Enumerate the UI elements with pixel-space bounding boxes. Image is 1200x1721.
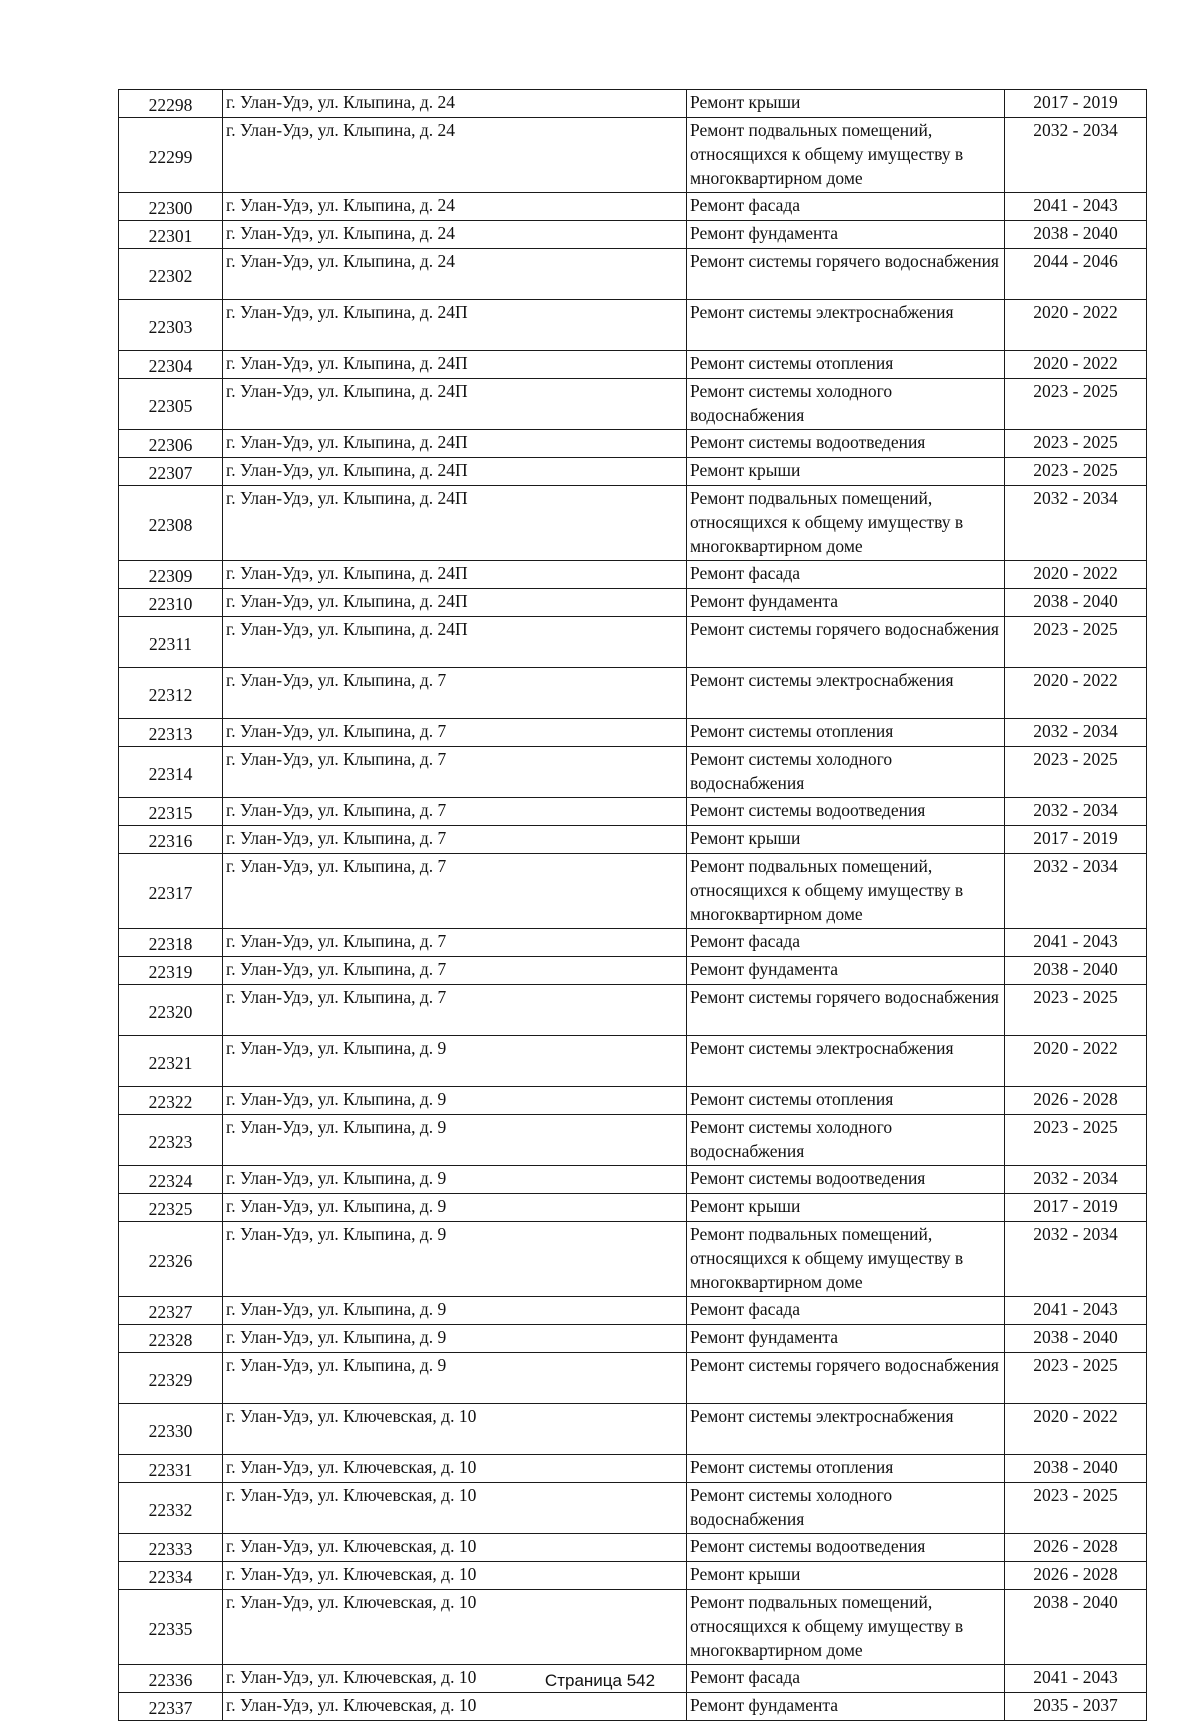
- row-period: 2032 - 2034: [1005, 854, 1147, 929]
- row-number: 22313: [119, 719, 223, 747]
- row-work-type: Ремонт системы холодного водоснабжения: [687, 1115, 1005, 1166]
- row-period: 2017 - 2019: [1005, 90, 1147, 118]
- row-address: г. Улан-Удэ, ул. Клыпина, д. 24П: [223, 458, 687, 486]
- row-period: 2032 - 2034: [1005, 486, 1147, 561]
- table-row: [119, 1036, 1147, 1087]
- row-period: 2020 - 2022: [1005, 351, 1147, 379]
- row-number: 22332: [119, 1483, 223, 1534]
- row-address: г. Улан-Удэ, ул. Клыпина, д. 24: [223, 249, 687, 300]
- row-address: г. Улан-Удэ, ул. Клыпина, д. 7: [223, 929, 687, 957]
- table-row: [119, 1115, 1147, 1166]
- table-row: [119, 1297, 1147, 1325]
- row-period: 2020 - 2022: [1005, 1036, 1147, 1087]
- row-number: 22310: [119, 589, 223, 617]
- row-work-type: Ремонт системы водоотведения: [687, 798, 1005, 826]
- row-address: г. Улан-Удэ, ул. Клыпина, д. 9: [223, 1036, 687, 1087]
- row-work-type: Ремонт системы горячего водоснабжения: [687, 617, 1005, 668]
- row-period: 2041 - 2043: [1005, 1665, 1147, 1693]
- row-address: г. Улан-Удэ, ул. Клыпина, д. 9: [223, 1222, 687, 1297]
- row-period: 2041 - 2043: [1005, 929, 1147, 957]
- row-period: 2032 - 2034: [1005, 798, 1147, 826]
- row-work-type: Ремонт фундамента: [687, 589, 1005, 617]
- table-row: [119, 1534, 1147, 1562]
- row-number: 22334: [119, 1562, 223, 1590]
- row-period: 2032 - 2034: [1005, 719, 1147, 747]
- row-period: 2026 - 2028: [1005, 1562, 1147, 1590]
- row-address: г. Улан-Удэ, ул. Ключевская, д. 10: [223, 1455, 687, 1483]
- row-period: 2023 - 2025: [1005, 1483, 1147, 1534]
- table-row: [119, 1222, 1147, 1297]
- row-work-type: Ремонт системы электроснабжения: [687, 300, 1005, 351]
- row-number: 22315: [119, 798, 223, 826]
- row-number: 22307: [119, 458, 223, 486]
- row-address: г. Улан-Удэ, ул. Клыпина, д. 7: [223, 957, 687, 985]
- row-period: 2017 - 2019: [1005, 1194, 1147, 1222]
- table-row: [119, 221, 1147, 249]
- table-row: [119, 458, 1147, 486]
- table-row: [119, 249, 1147, 300]
- row-address: г. Улан-Удэ, ул. Клыпина, д. 24П: [223, 617, 687, 668]
- row-period: 2026 - 2028: [1005, 1534, 1147, 1562]
- row-period: 2020 - 2022: [1005, 300, 1147, 351]
- row-period: 2023 - 2025: [1005, 430, 1147, 458]
- row-address: г. Улан-Удэ, ул. Ключевская, д. 10: [223, 1534, 687, 1562]
- page-number: Страница 542: [544, 1671, 656, 1690]
- table-row: [119, 985, 1147, 1036]
- table-row: [119, 351, 1147, 379]
- row-number: 22328: [119, 1325, 223, 1353]
- row-period: 2023 - 2025: [1005, 1115, 1147, 1166]
- table-row: [119, 118, 1147, 193]
- row-address: г. Улан-Удэ, ул. Клыпина, д. 7: [223, 747, 687, 798]
- row-address: г. Улан-Удэ, ул. Клыпина, д. 9: [223, 1115, 687, 1166]
- row-work-type: Ремонт фундамента: [687, 1693, 1005, 1721]
- row-number: 22320: [119, 985, 223, 1036]
- row-work-type: Ремонт системы водоотведения: [687, 1534, 1005, 1562]
- row-number: 22327: [119, 1297, 223, 1325]
- table-row: [119, 957, 1147, 985]
- table-row: [119, 561, 1147, 589]
- row-work-type: Ремонт системы отопления: [687, 1087, 1005, 1115]
- row-number: 22302: [119, 249, 223, 300]
- row-work-type: Ремонт подвальных помещений, относящихся к общему имуществу в многоквартирном доме: [687, 486, 1005, 561]
- row-work-type: Ремонт подвальных помещений, относящихся к общему имуществу в многоквартирном доме: [687, 854, 1005, 929]
- row-number: 22301: [119, 221, 223, 249]
- row-address: г. Улан-Удэ, ул. Клыпина, д. 9: [223, 1194, 687, 1222]
- table-row: [119, 300, 1147, 351]
- row-work-type: Ремонт фундамента: [687, 1325, 1005, 1353]
- row-number: 22329: [119, 1353, 223, 1404]
- row-number: 22309: [119, 561, 223, 589]
- row-number: 22326: [119, 1222, 223, 1297]
- row-number: 22304: [119, 351, 223, 379]
- row-address: г. Улан-Удэ, ул. Клыпина, д. 24П: [223, 486, 687, 561]
- table-row: [119, 1590, 1147, 1665]
- table-row: [119, 798, 1147, 826]
- row-number: 22336: [119, 1665, 223, 1693]
- row-address: г. Улан-Удэ, ул. Клыпина, д. 9: [223, 1325, 687, 1353]
- row-work-type: Ремонт подвальных помещений, относящихся к общему имуществу в многоквартирном доме: [687, 1590, 1005, 1665]
- row-work-type: Ремонт фасада: [687, 561, 1005, 589]
- row-period: 2032 - 2034: [1005, 1222, 1147, 1297]
- row-work-type: Ремонт системы горячего водоснабжения: [687, 1353, 1005, 1404]
- table-row: [119, 486, 1147, 561]
- table-row: [119, 1166, 1147, 1194]
- table-row: [119, 589, 1147, 617]
- row-period: 2038 - 2040: [1005, 1590, 1147, 1665]
- table-row: [119, 193, 1147, 221]
- table-row: [119, 379, 1147, 430]
- table-row: [119, 854, 1147, 929]
- row-work-type: Ремонт фундамента: [687, 957, 1005, 985]
- row-period: 2038 - 2040: [1005, 1455, 1147, 1483]
- row-number: 22322: [119, 1087, 223, 1115]
- row-period: 2023 - 2025: [1005, 985, 1147, 1036]
- row-address: г. Улан-Удэ, ул. Клыпина, д. 24П: [223, 589, 687, 617]
- row-period: 2017 - 2019: [1005, 826, 1147, 854]
- row-address: г. Улан-Удэ, ул. Клыпина, д. 24: [223, 193, 687, 221]
- row-address: г. Улан-Удэ, ул. Ключевская, д. 10: [223, 1404, 687, 1455]
- row-work-type: Ремонт системы электроснабжения: [687, 668, 1005, 719]
- row-address: г. Улан-Удэ, ул. Клыпина, д. 7: [223, 985, 687, 1036]
- row-period: 2038 - 2040: [1005, 957, 1147, 985]
- row-period: 2032 - 2034: [1005, 118, 1147, 193]
- row-period: 2038 - 2040: [1005, 221, 1147, 249]
- row-number: 22318: [119, 929, 223, 957]
- row-period: 2026 - 2028: [1005, 1087, 1147, 1115]
- row-work-type: Ремонт системы отопления: [687, 1455, 1005, 1483]
- row-address: г. Улан-Удэ, ул. Ключевская, д. 10: [223, 1562, 687, 1590]
- row-number: 22305: [119, 379, 223, 430]
- row-number: 22312: [119, 668, 223, 719]
- row-address: г. Улан-Удэ, ул. Клыпина, д. 24П: [223, 561, 687, 589]
- row-period: 2038 - 2040: [1005, 589, 1147, 617]
- row-address: г. Улан-Удэ, ул. Ключевская, д. 10: [223, 1590, 687, 1665]
- table-row: [119, 668, 1147, 719]
- row-address: г. Улан-Удэ, ул. Клыпина, д. 9: [223, 1087, 687, 1115]
- row-number: 22299: [119, 118, 223, 193]
- row-work-type: Ремонт системы электроснабжения: [687, 1036, 1005, 1087]
- row-work-type: Ремонт подвальных помещений, относящихся к общему имуществу в многоквартирном доме: [687, 118, 1005, 193]
- table-body: [119, 90, 1147, 1721]
- row-work-type: Ремонт системы горячего водоснабжения: [687, 249, 1005, 300]
- row-work-type: Ремонт системы электроснабжения: [687, 1404, 1005, 1455]
- row-address: г. Улан-Удэ, ул. Клыпина, д. 9: [223, 1353, 687, 1404]
- row-number: 22306: [119, 430, 223, 458]
- row-period: 2020 - 2022: [1005, 668, 1147, 719]
- row-work-type: Ремонт системы холодного водоснабжения: [687, 1483, 1005, 1534]
- row-number: 22314: [119, 747, 223, 798]
- row-address: г. Улан-Удэ, ул. Клыпина, д. 24: [223, 90, 687, 118]
- row-period: 2032 - 2034: [1005, 1166, 1147, 1194]
- table-row: [119, 1483, 1147, 1534]
- row-work-type: Ремонт системы отопления: [687, 351, 1005, 379]
- table-row: [119, 1087, 1147, 1115]
- row-period: 2038 - 2040: [1005, 1325, 1147, 1353]
- row-address: г. Улан-Удэ, ул. Клыпина, д. 7: [223, 826, 687, 854]
- table-row: [119, 929, 1147, 957]
- row-period: 2023 - 2025: [1005, 617, 1147, 668]
- row-work-type: Ремонт системы водоотведения: [687, 1166, 1005, 1194]
- row-number: 22325: [119, 1194, 223, 1222]
- row-address: г. Улан-Удэ, ул. Клыпина, д. 7: [223, 668, 687, 719]
- row-work-type: Ремонт крыши: [687, 1562, 1005, 1590]
- row-number: 22335: [119, 1590, 223, 1665]
- row-number: 22311: [119, 617, 223, 668]
- row-work-type: Ремонт фасада: [687, 1297, 1005, 1325]
- row-number: 22337: [119, 1693, 223, 1721]
- table-row: [119, 719, 1147, 747]
- repair-schedule-table: [118, 89, 1147, 1721]
- row-work-type: Ремонт системы холодного водоснабжения: [687, 747, 1005, 798]
- row-number: 22331: [119, 1455, 223, 1483]
- row-number: 22321: [119, 1036, 223, 1087]
- table-row: [119, 1325, 1147, 1353]
- table-row: [119, 1562, 1147, 1590]
- table-row: [119, 617, 1147, 668]
- table-row: [119, 826, 1147, 854]
- row-work-type: Ремонт системы водоотведения: [687, 430, 1005, 458]
- row-period: 2023 - 2025: [1005, 379, 1147, 430]
- row-number: 22323: [119, 1115, 223, 1166]
- row-address: г. Улан-Удэ, ул. Клыпина, д. 9: [223, 1297, 687, 1325]
- row-work-type: Ремонт крыши: [687, 90, 1005, 118]
- row-work-type: Ремонт фундамента: [687, 221, 1005, 249]
- row-work-type: Ремонт крыши: [687, 826, 1005, 854]
- row-address: г. Улан-Удэ, ул. Ключевская, д. 10: [223, 1693, 687, 1721]
- row-address: г. Улан-Удэ, ул. Ключевская, д. 10: [223, 1665, 687, 1693]
- row-number: 22333: [119, 1534, 223, 1562]
- row-number: 22319: [119, 957, 223, 985]
- row-work-type: Ремонт фасада: [687, 1665, 1005, 1693]
- row-address: г. Улан-Удэ, ул. Клыпина, д. 24: [223, 221, 687, 249]
- row-address: г. Улан-Удэ, ул. Клыпина, д. 7: [223, 854, 687, 929]
- row-period: 2023 - 2025: [1005, 747, 1147, 798]
- table-row: [119, 1455, 1147, 1483]
- row-number: 22308: [119, 486, 223, 561]
- row-address: г. Улан-Удэ, ул. Клыпина, д. 24: [223, 118, 687, 193]
- row-period: 2044 - 2046: [1005, 249, 1147, 300]
- row-work-type: Ремонт системы горячего водоснабжения: [687, 985, 1005, 1036]
- row-period: 2020 - 2022: [1005, 561, 1147, 589]
- row-address: г. Улан-Удэ, ул. Клыпина, д. 24П: [223, 351, 687, 379]
- row-period: 2035 - 2037: [1005, 1693, 1147, 1721]
- row-address: г. Улан-Удэ, ул. Клыпина, д. 24П: [223, 300, 687, 351]
- row-period: 2023 - 2025: [1005, 1353, 1147, 1404]
- row-work-type: Ремонт крыши: [687, 458, 1005, 486]
- row-address: г. Улан-Удэ, ул. Ключевская, д. 10: [223, 1483, 687, 1534]
- row-number: 22316: [119, 826, 223, 854]
- row-number: 22300: [119, 193, 223, 221]
- row-number: 22298: [119, 90, 223, 118]
- row-period: 2041 - 2043: [1005, 193, 1147, 221]
- row-address: г. Улан-Удэ, ул. Клыпина, д. 24П: [223, 379, 687, 430]
- table-row: [119, 1693, 1147, 1721]
- row-work-type: Ремонт фасада: [687, 193, 1005, 221]
- row-number: 22303: [119, 300, 223, 351]
- table-row: [119, 430, 1147, 458]
- row-work-type: Ремонт фасада: [687, 929, 1005, 957]
- row-number: 22317: [119, 854, 223, 929]
- table-row: [119, 1194, 1147, 1222]
- row-address: г. Улан-Удэ, ул. Клыпина, д. 7: [223, 798, 687, 826]
- row-work-type: Ремонт подвальных помещений, относящихся к общему имуществу в многоквартирном доме: [687, 1222, 1005, 1297]
- table-row: [119, 90, 1147, 118]
- row-work-type: Ремонт крыши: [687, 1194, 1005, 1222]
- row-period: 2020 - 2022: [1005, 1404, 1147, 1455]
- table-row: [119, 1404, 1147, 1455]
- row-work-type: Ремонт системы отопления: [687, 719, 1005, 747]
- table-row: [119, 747, 1147, 798]
- row-address: г. Улан-Удэ, ул. Клыпина, д. 24П: [223, 430, 687, 458]
- row-number: 22330: [119, 1404, 223, 1455]
- row-period: 2041 - 2043: [1005, 1297, 1147, 1325]
- row-address: г. Улан-Удэ, ул. Клыпина, д. 7: [223, 719, 687, 747]
- row-period: 2023 - 2025: [1005, 458, 1147, 486]
- row-work-type: Ремонт системы холодного водоснабжения: [687, 379, 1005, 430]
- table-row: [119, 1353, 1147, 1404]
- row-address: г. Улан-Удэ, ул. Клыпина, д. 9: [223, 1166, 687, 1194]
- row-number: 22324: [119, 1166, 223, 1194]
